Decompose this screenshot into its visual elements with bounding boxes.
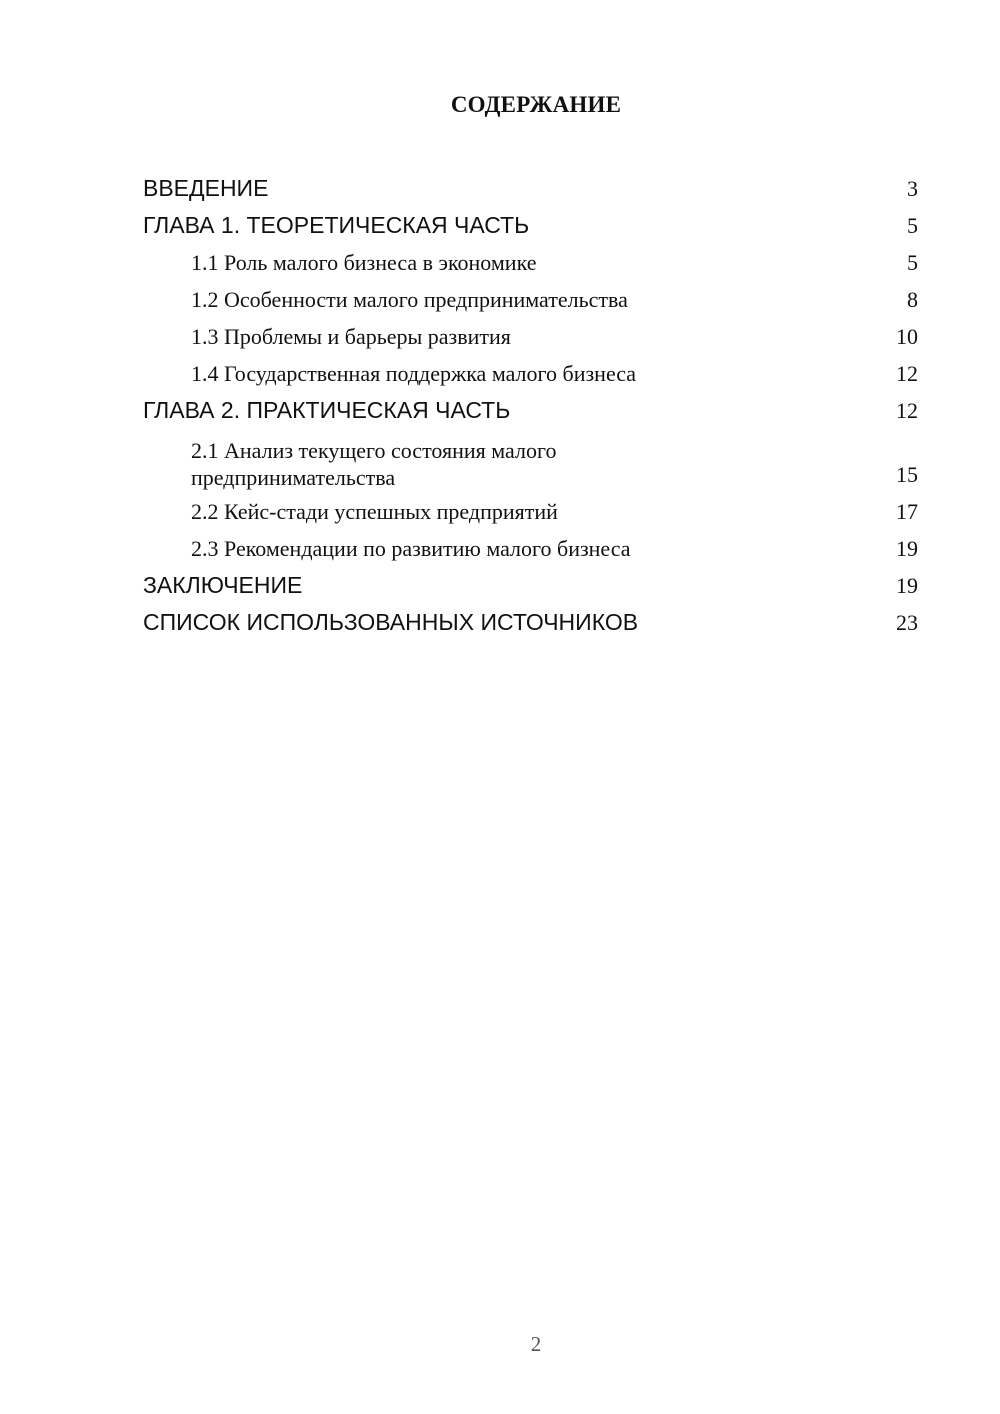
page-number: 2 <box>530 1332 542 1356</box>
toc-entry-page: 17 <box>896 499 918 524</box>
toc-entry-page: 19 <box>896 536 918 561</box>
toc-entry-text: ГЛАВА 2. ПРАКТИЧЕСКАЯ ЧАСТЬ <box>143 397 511 423</box>
toc-entry-text: 1.3 Проблемы и барьеры развития <box>191 324 511 349</box>
toc-entry-page: 19 <box>896 573 918 598</box>
toc-entry-page: 5 <box>907 250 918 275</box>
toc-entry-page: 5 <box>907 213 918 238</box>
toc-entry-text: 2.1 Анализ текущего состояния малого предпринимательства <box>191 438 557 490</box>
toc-entry-text: СПИСОК ИСПОЛЬЗОВАННЫХ ИСТОЧНИКОВ <box>143 609 639 635</box>
toc-entry-text: 2.2 Кейс-стади успешных предприятий <box>191 499 558 524</box>
toc-entry-page: 12 <box>896 361 918 386</box>
toc-entry-section-2-1 <box>143 427 918 491</box>
toc-entry-page: 8 <box>907 287 918 312</box>
table-of-contents <box>143 168 918 639</box>
toc-entry-section-1-4 <box>143 353 918 390</box>
toc-entry-chapter-2 <box>143 390 918 427</box>
toc-entry-section-2-2 <box>143 491 918 528</box>
toc-entry-page: 12 <box>896 398 918 423</box>
toc-entry-text: ВВЕДЕНИЕ <box>143 175 269 201</box>
toc-entry-page: 3 <box>907 176 918 201</box>
toc-entry-conclusion <box>143 565 918 602</box>
toc-entry-text: ЗАКЛЮЧЕНИЕ <box>143 572 303 598</box>
toc-entry-chapter-1 <box>143 205 918 242</box>
page-title: СОДЕРЖАНИЕ <box>450 92 622 117</box>
toc-entry-page: 15 <box>896 462 918 487</box>
toc-entry-text: 1.4 Государственная поддержка малого бизнеса <box>191 361 637 386</box>
toc-entry-introduction <box>143 168 918 205</box>
toc-entry-text: 1.2 Особенности малого предпринимательства <box>191 287 628 312</box>
toc-entry-text: 2.3 Рекомендации по развитию малого бизнеса <box>191 536 631 561</box>
toc-entry-section-1-1 <box>143 242 918 279</box>
toc-entry-text: 1.1 Роль малого бизнеса в экономике <box>191 250 537 275</box>
toc-entry-page: 10 <box>896 324 918 349</box>
toc-entry-page: 23 <box>896 610 918 635</box>
toc-entry-section-1-2 <box>143 279 918 316</box>
toc-entry-section-2-3 <box>143 528 918 565</box>
toc-entry-references <box>143 602 918 639</box>
toc-entry-section-1-3 <box>143 316 918 353</box>
toc-entry-text: ГЛАВА 1. ТЕОРЕТИЧЕСКАЯ ЧАСТЬ <box>143 212 530 238</box>
